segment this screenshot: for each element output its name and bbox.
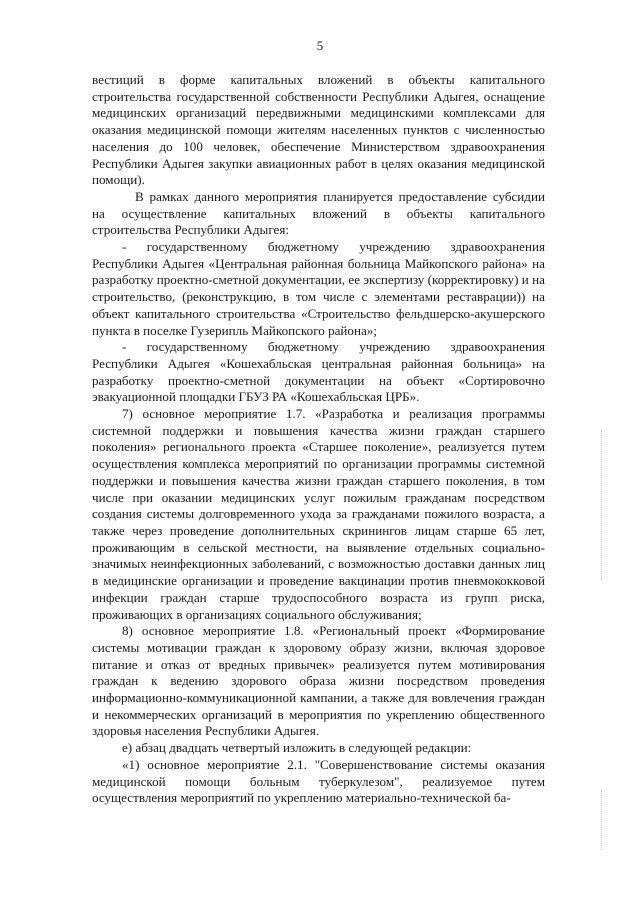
paragraph-amendment-e: е) абзац двадцать четвертый изложить в следующей редакции: xyxy=(122,740,472,756)
paragraph-measure-2-1: «1) основное мероприятие 2.1. "Совершенствование системы оказания медицинской помощи больным туберкулезом", реализуемое путем осуществления мероприятий по укреплению материально-технической ба- xyxy=(92,756,545,806)
scan-artifact-mark xyxy=(601,430,603,580)
paragraph-maikop-hospital: - государственному бюджетному учреждению здравоохранения Республики Адыгея «Центральная районная больница Майкопского района» на разработку проектно-сметной документации, ее экспертизу (корректировку) и на строительство, (реконструкцию, в том числе с элементами реставрации)) на объект капитального строительства «Строительство фельдшерско-акушерского пункта в поселке Гузерипль Майкопского района»; xyxy=(92,239,545,338)
document-body xyxy=(92,72,545,807)
scan-artifact-mark xyxy=(601,790,603,850)
page-number: 5 xyxy=(316,38,324,53)
paragraph-measure-1-7: 7) основное мероприятие 1.7. «Разработка и реализация программы системной поддержки и повышения качества жизни граждан старшего поколения» регионального проекта «Старшее поколение», реализуется путем осуществления комплекса мероприятий по организации программы системной поддержки и повышения качества жизни граждан старшего поколения, в том числе при оказании медицинских услуг пожилым гражданам посредством создания системы долговременного ухода за гражданами пожилого возраста, а также через проведение дополнительных скринингов лицам старше 65 лет, проживающим в сельской местности, на выявление отдельных социально-значимых неинфекционных заболеваний, с возможностью доставки данных лиц в медицинские организации и проведение вакцинации против пневмококковой инфекции граждан старше трудоспособного возраста из групп риска, проживающих в организациях социального обслуживания; xyxy=(92,406,545,622)
paragraph-subsidy-intro: В рамках данного мероприятия планируется предоставление субсидии на осуществление капитальных вложений в объекты капитального строительства Республики Адыгея: xyxy=(92,188,545,238)
paragraph-koshehabl-hospital: - государственному бюджетному учреждению здравоохранения Республики Адыгея «Кошехабльская центральная районная больница» на разработку проектно-сметной документации на объект «Сортировочно эвакуационной площадки ГБУЗ РА «Кошехабльская ЦРБ». xyxy=(92,339,545,405)
paragraph-continuation: вестиций в форме капитальных вложений в объекты капитального строительства государственной собственности Республики Адыгея, оснащение медицинских организаций передвижными медицинскими комплексами для оказания медицинской помощи жителям населенных пунктов с численностью населения до 100 человек, обеспечение Министерством здравоохранения Республики Адыгея закупки авиационных работ в целях оказания медицинской помощи). xyxy=(92,72,545,188)
paragraph-measure-1-8: 8) основное мероприятие 1.8. «Региональный проект «Формирование системы мотивации граждан к здоровому образу жизни, включая здоровое питание и отказ от вредных привычек» реализуется путем мотивирования граждан к ведению здорового образа жизни посредством проведения информационно-коммуникационной кампании, а также для вовлечения граждан и некоммерческих организаций в мероприятия по укреплению общественного здоровья населения Республики Адыгея. xyxy=(92,623,545,739)
